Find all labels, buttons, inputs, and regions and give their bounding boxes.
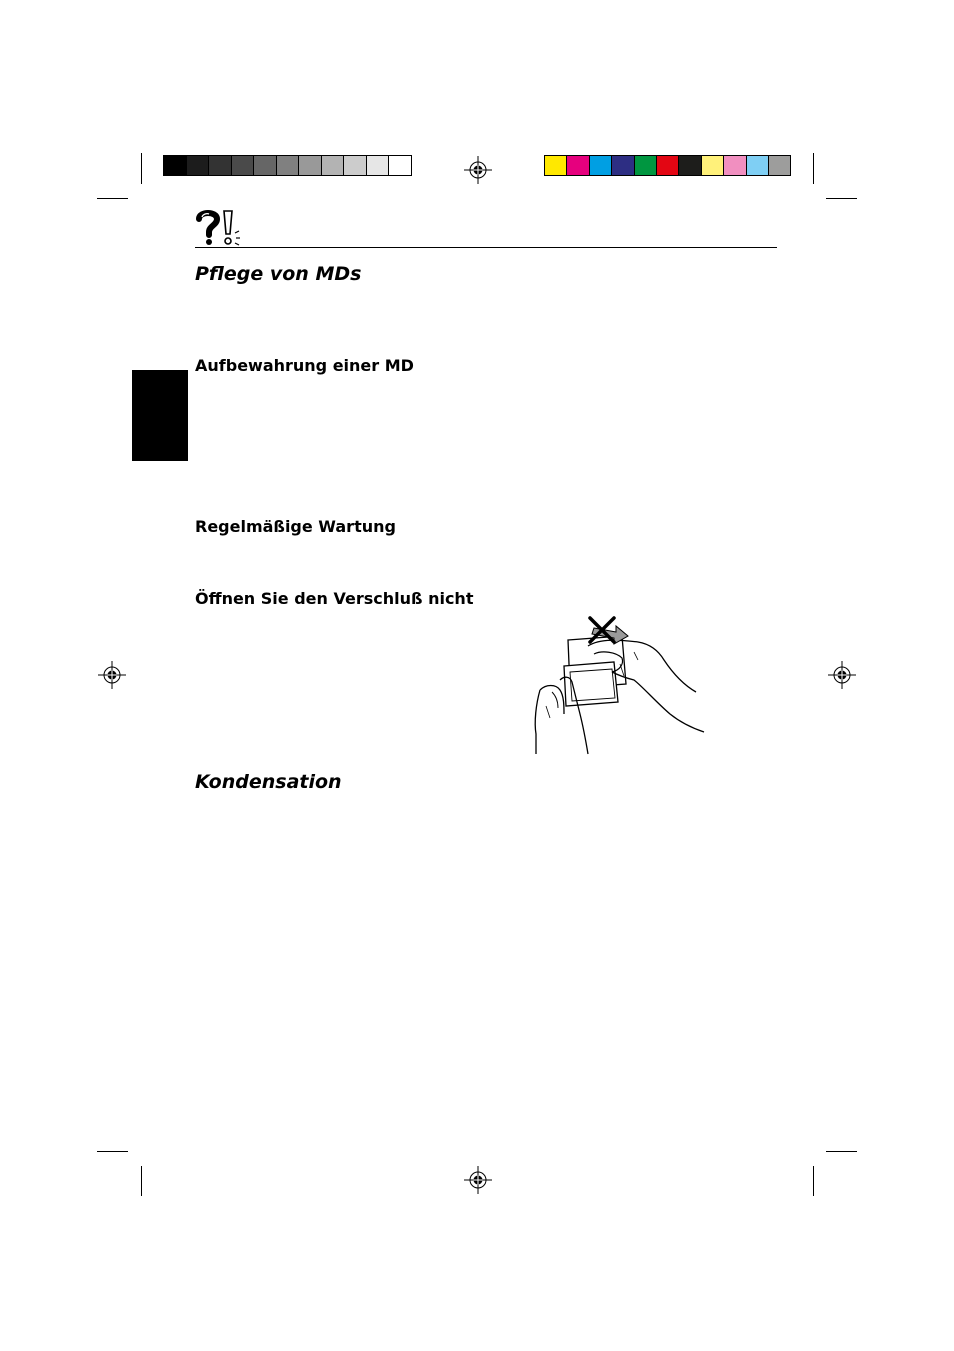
crop-mark — [826, 198, 857, 199]
calibration-swatch — [723, 155, 746, 176]
calibration-swatch — [253, 155, 277, 176]
calibration-swatch — [634, 155, 657, 176]
registration-mark-icon — [464, 156, 492, 184]
crop-mark — [813, 153, 814, 184]
registration-mark-icon — [828, 661, 856, 689]
calibration-swatch — [768, 155, 791, 176]
section-title-maintenance: Regelmäßige Wartung — [195, 517, 396, 536]
crop-mark — [141, 1166, 142, 1196]
calibration-swatch — [321, 155, 345, 176]
calibration-swatch — [544, 155, 567, 176]
question-exclamation-icon — [195, 208, 245, 246]
calibration-swatch — [678, 155, 701, 176]
calibration-swatch — [366, 155, 390, 176]
hand-opening-md-shutter-prohibited-illustration — [530, 614, 710, 756]
crop-mark — [813, 1166, 814, 1196]
calibration-swatch — [208, 155, 232, 176]
section-title-storage: Aufbewahrung einer MD — [195, 356, 414, 375]
calibration-swatch — [388, 155, 412, 176]
calibration-swatch — [186, 155, 210, 176]
calibration-swatch — [566, 155, 589, 176]
calibration-swatch — [746, 155, 769, 176]
crop-mark — [97, 198, 128, 199]
section-title-care: Pflege von MDs — [195, 263, 362, 285]
crop-mark — [97, 1151, 128, 1152]
registration-mark-icon — [98, 661, 126, 689]
crop-mark — [826, 1151, 857, 1152]
calibration-swatch — [276, 155, 300, 176]
language-tab — [132, 370, 188, 461]
header-rule — [195, 247, 777, 248]
calibration-swatch — [343, 155, 367, 176]
calibration-swatch — [701, 155, 724, 176]
calibration-swatch — [656, 155, 679, 176]
registration-mark-icon — [464, 1166, 492, 1194]
calibration-swatch — [589, 155, 612, 176]
calibration-swatch — [611, 155, 634, 176]
calibration-swatch — [231, 155, 255, 176]
section-title-shutter: Öffnen Sie den Verschluß nicht — [195, 589, 474, 608]
crop-mark — [141, 153, 142, 184]
calibration-swatch — [163, 155, 187, 176]
calibration-swatch — [298, 155, 322, 176]
section-title-condensation: Kondensation — [195, 771, 342, 793]
